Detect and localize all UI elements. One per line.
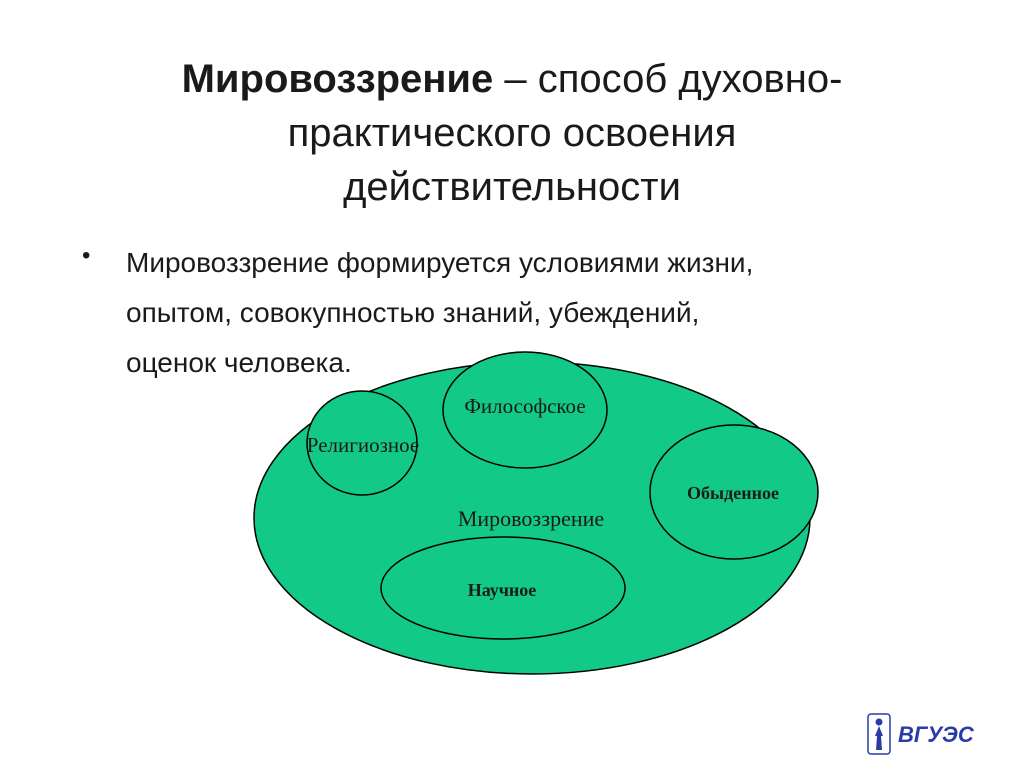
title-line-2: практического освоения <box>287 111 737 155</box>
bullet-line-2: опытом, совокупностью знаний, убеждений, <box>126 297 700 328</box>
everyday-label: Обыденное <box>687 483 779 503</box>
title-rest: – способ духовно- <box>493 57 843 101</box>
bullet-line-3: оценок человека. <box>126 347 352 378</box>
bullet-line-1: Мировоззрение формируется условиями жизни, <box>126 247 754 278</box>
bullet-marker: • <box>82 242 91 269</box>
title-term: Мировоззрение <box>181 57 494 101</box>
university-logo <box>866 712 990 756</box>
worldview-label: Мировоззрение <box>457 506 605 531</box>
religious-label: Религиозное <box>306 433 420 457</box>
logo-text: ВГУЭС <box>898 722 974 747</box>
statue-icon <box>868 714 890 754</box>
title-line-3: действительности <box>343 165 681 209</box>
philosophical-label: Философское <box>464 394 586 418</box>
scientific-label: Научное <box>467 580 537 600</box>
